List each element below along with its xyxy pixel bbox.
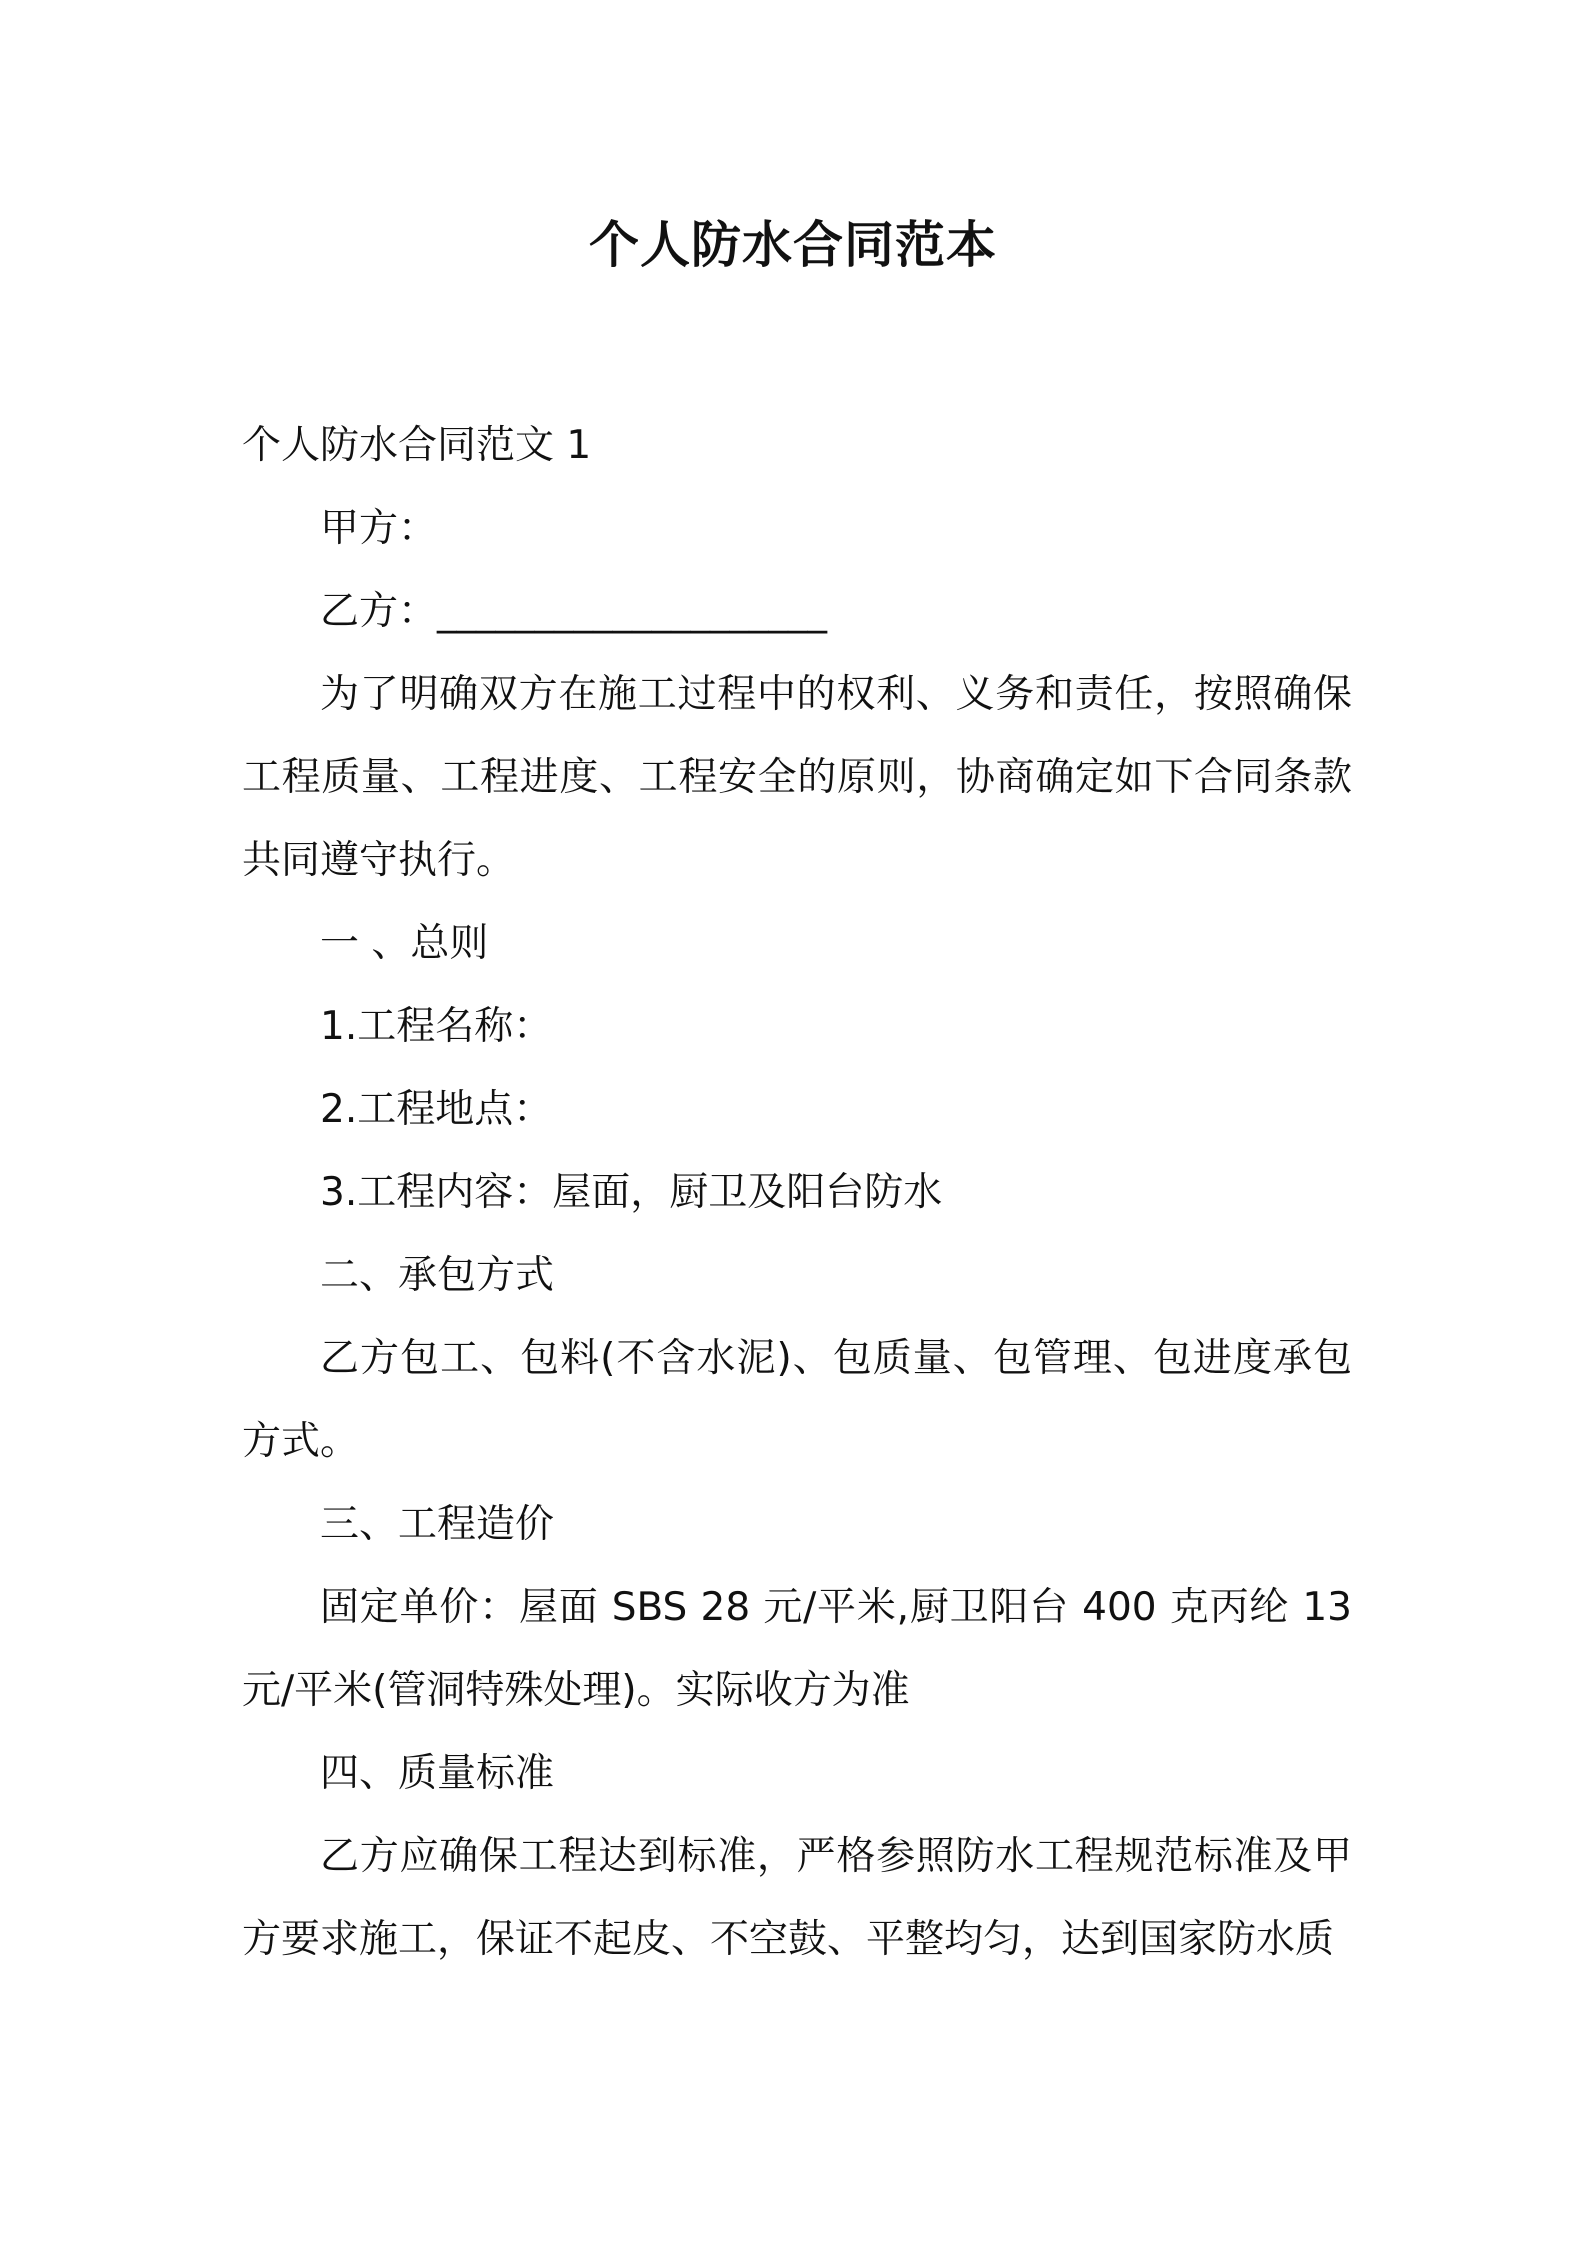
intro-paragraph: 为了明确双方在施工过程中的权利、义务和责任，按照确保工程质量、工程进度、工程安全的原则，协商确定如下合同条款共同遵守执行。	[242, 672, 1352, 883]
section-2-paragraph: 乙方包工、包料(不含水泥)、包质量、包管理、包进度承包方式。	[242, 1336, 1352, 1464]
document-title: 个人防水合同范本	[589, 216, 997, 274]
party-b-label: 乙方：	[320, 589, 438, 634]
project-content-item: 3.工程内容：屋面，厨卫及阳台防水	[320, 1170, 943, 1215]
section-4-heading: 四、质量标准	[320, 1751, 555, 1796]
project-location-item: 2.工程地点：	[320, 1087, 553, 1132]
party-a-label: 甲方：	[320, 506, 438, 551]
section-2-heading: 二、承包方式	[320, 1253, 555, 1298]
party-b-line	[242, 570, 1352, 653]
section-3-heading: 三、工程造价	[320, 1502, 555, 1547]
section-4-paragraph: 乙方应确保工程达到标准，严格参照防水工程规范标准及甲方要求施工，保证不起皮、不空鼓、平整均匀，达到国家防水质	[242, 1834, 1352, 1962]
section-3-paragraph: 固定单价：屋面 SBS 28 元/平米,厨卫阳台 400 克丙纶 13 元/平米(管洞特殊处理)。实际收方为准	[242, 1585, 1352, 1713]
project-name-item: 1.工程名称：	[320, 1004, 553, 1049]
party-b-blank: ____________________	[437, 589, 828, 634]
section-1-heading: 一 、总则	[320, 921, 489, 966]
document-body	[242, 404, 1352, 1981]
subtitle: 个人防水合同范文 1	[242, 423, 592, 468]
